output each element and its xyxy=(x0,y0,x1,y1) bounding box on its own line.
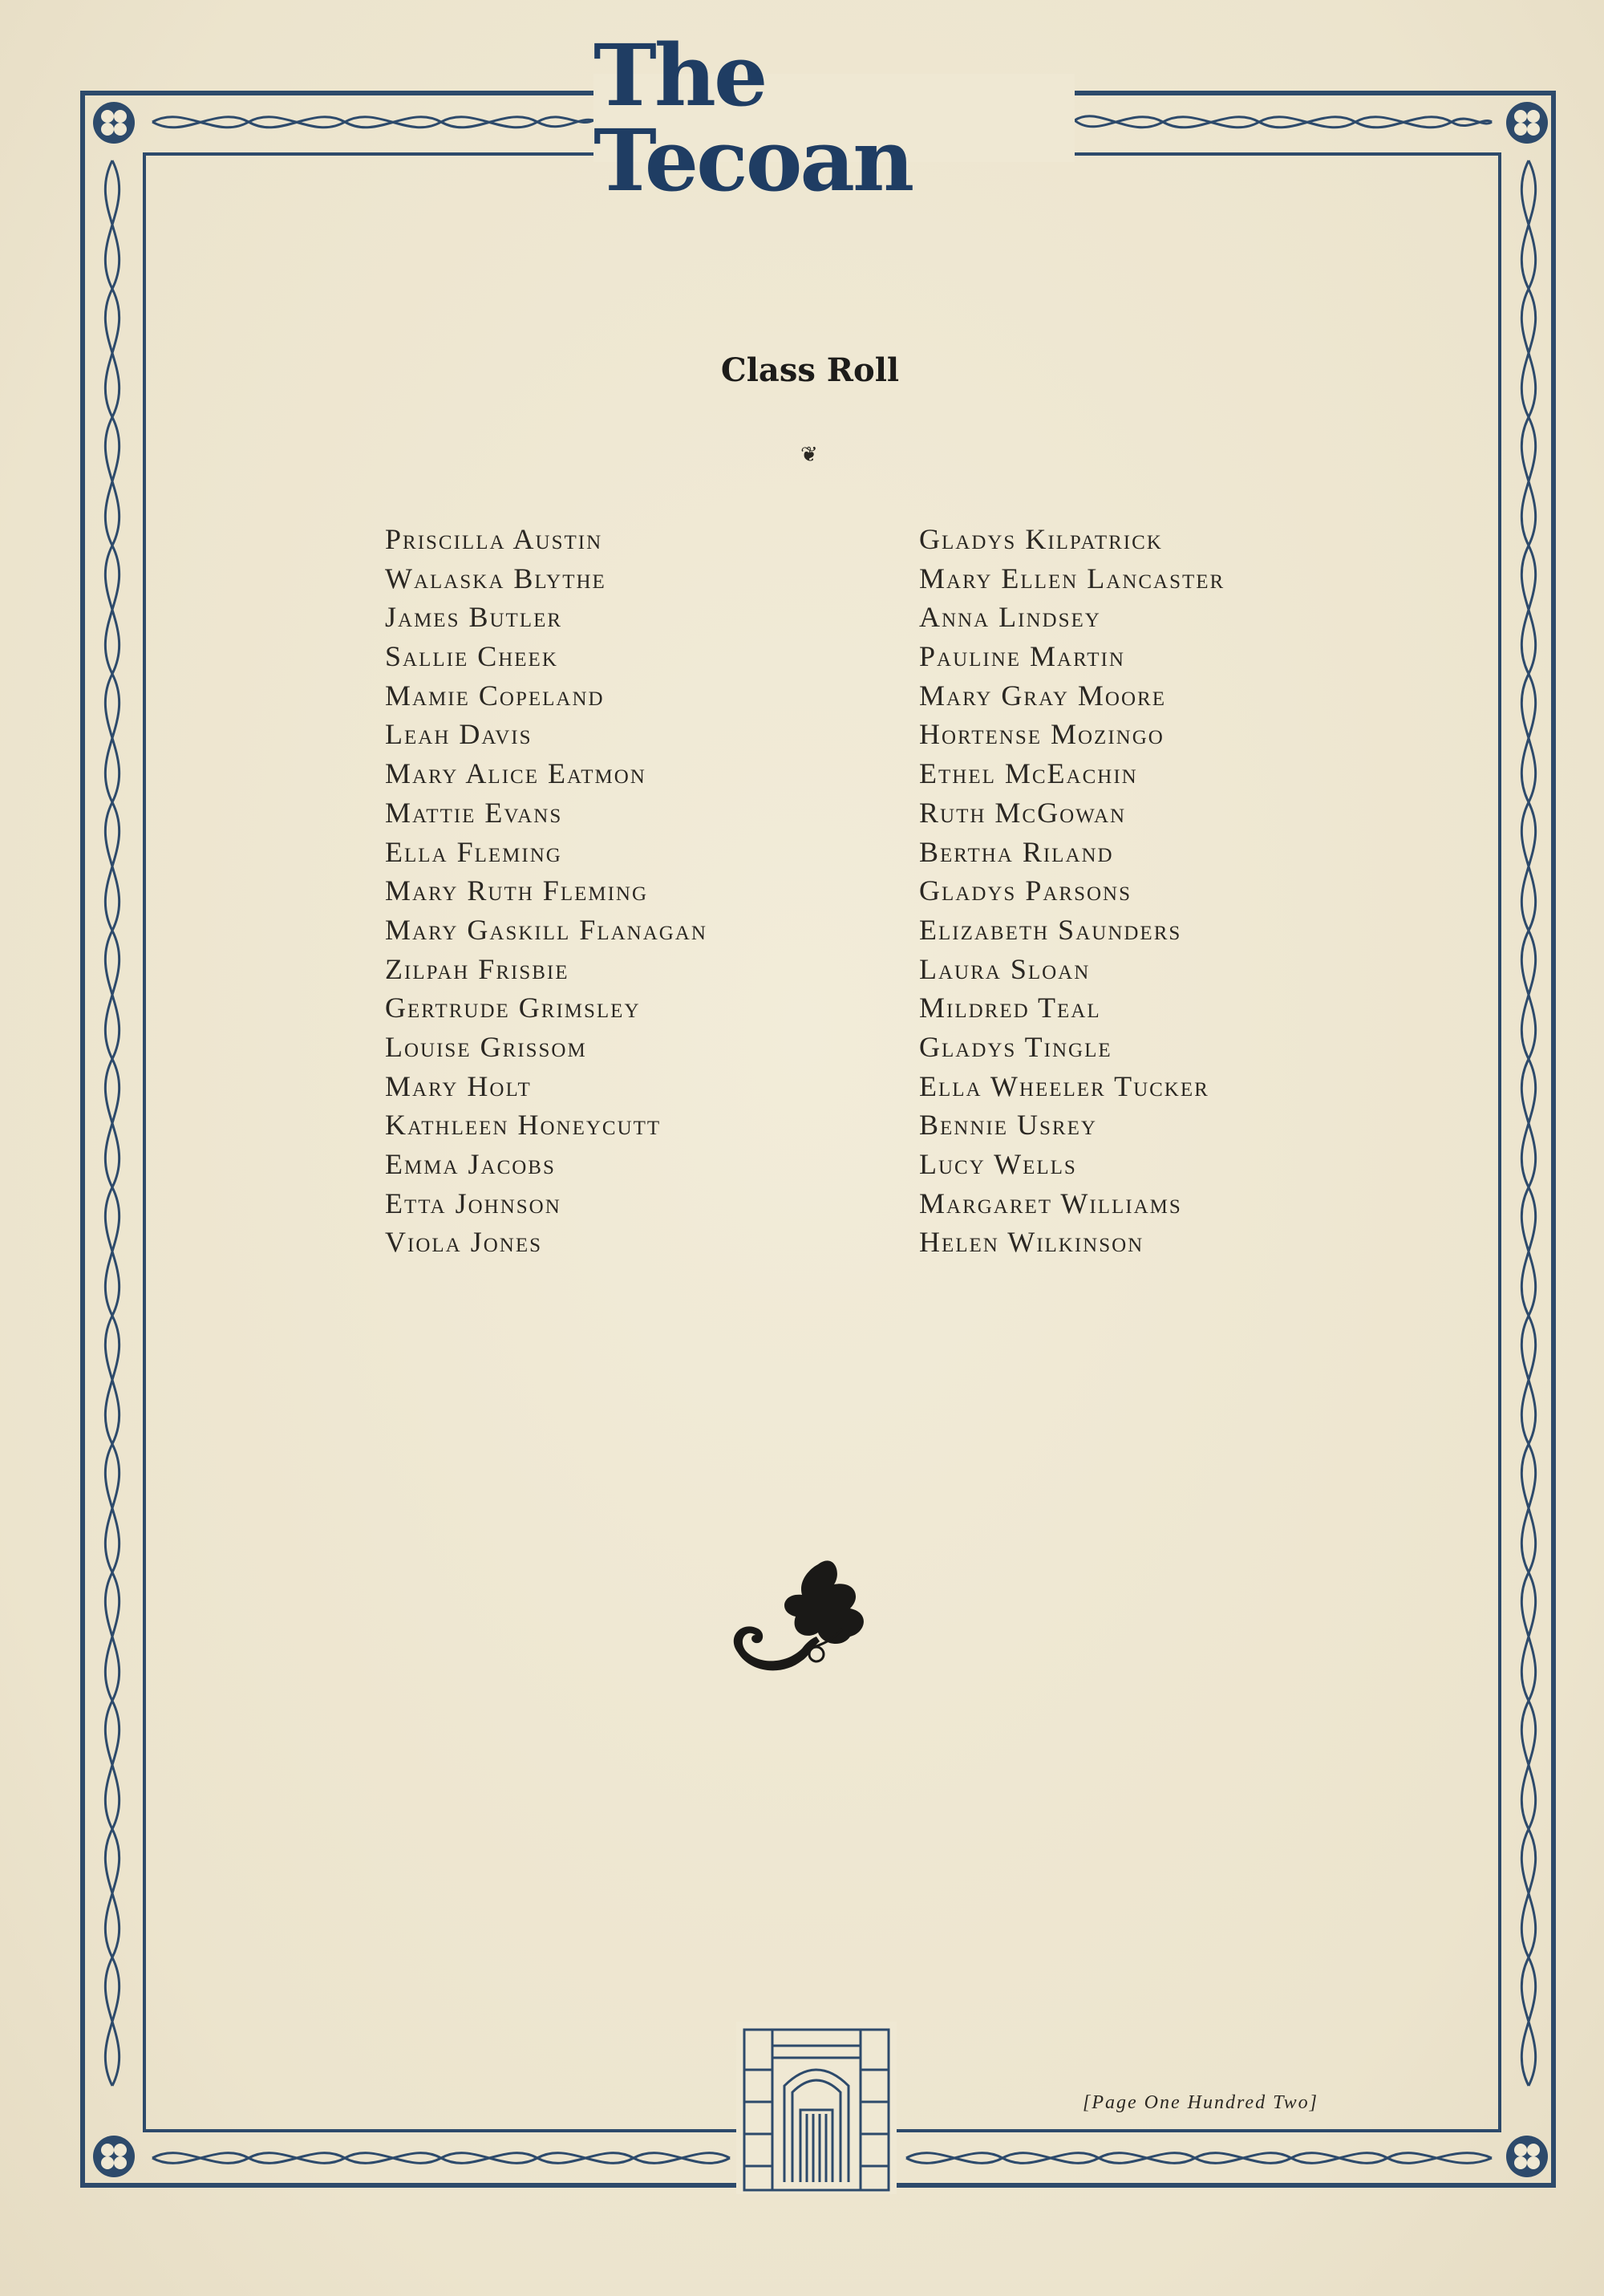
roll-name: Gladys Kilpatrick xyxy=(919,523,1163,555)
page-number: [Page One Hundred Two] xyxy=(1083,2092,1318,2113)
roll-name: Helen Wilkinson xyxy=(919,1226,1144,1259)
roll-name: Ella Wheeler Tucker xyxy=(919,1069,1209,1102)
page-title: Class Roll xyxy=(720,351,900,389)
roll-name: Pauline Martin xyxy=(919,640,1125,673)
roll-name: Viola Jones xyxy=(385,1226,542,1259)
roll-name: Bertha Riland xyxy=(919,835,1114,868)
roll-name: Emma Jacobs xyxy=(385,1148,556,1180)
roll-name: Priscilla Austin xyxy=(385,523,603,555)
roll-name: Lucy Wells xyxy=(919,1148,1077,1180)
roll-name: Anna Lindsey xyxy=(919,601,1101,634)
roll-name: Mamie Copeland xyxy=(385,679,605,712)
roll-name: Mary Gray Moore xyxy=(919,679,1166,712)
roll-name: Mary Ruth Fleming xyxy=(385,874,649,907)
masthead-title: The Tecoan xyxy=(593,25,913,210)
roll-name: Mary Holt xyxy=(385,1069,532,1102)
small-ornament-icon: ❦ xyxy=(800,443,818,466)
roll-name: Kathleen Honeycutt xyxy=(385,1109,662,1142)
inner-border xyxy=(143,152,1501,2132)
masthead xyxy=(593,25,1075,210)
roll-name: James Butler xyxy=(385,601,563,634)
roll-name: Mary Ellen Lancaster xyxy=(919,562,1225,594)
gateway-emblem-icon xyxy=(736,2022,897,2194)
roll-name: Gertrude Grimsley xyxy=(385,992,641,1024)
roll-name: Walaska Blythe xyxy=(385,562,606,594)
roll-name: Leah Davis xyxy=(385,718,533,751)
roll-name: Gladys Tingle xyxy=(919,1030,1112,1063)
roll-name: Laura Sloan xyxy=(919,952,1091,985)
roll-name: Zilpah Frisbie xyxy=(385,952,569,985)
roll-name: Ella Fleming xyxy=(385,835,562,868)
roll-name: Mary Alice Eatmon xyxy=(385,757,646,790)
roll-name: Mildred Teal xyxy=(919,992,1101,1024)
roll-name: Elizabeth Saunders xyxy=(919,913,1182,946)
roll-name: Ethel McEachin xyxy=(919,757,1138,790)
roll-name: Hortense Mozingo xyxy=(919,718,1165,751)
roll-name: Louise Grissom xyxy=(385,1030,587,1063)
roll-column-left xyxy=(385,520,707,1262)
leaf-ornament-icon xyxy=(722,1548,882,1685)
roll-name: Sallie Cheek xyxy=(385,640,558,673)
roll-name: Bennie Usrey xyxy=(919,1109,1097,1142)
roll-name: Etta Johnson xyxy=(385,1187,561,1219)
roll-name: Mary Gaskill Flanagan xyxy=(385,913,707,946)
roll-name: Margaret Williams xyxy=(919,1187,1182,1219)
roll-name: Mattie Evans xyxy=(385,796,563,829)
roll-name: Gladys Parsons xyxy=(919,874,1132,907)
roll-name: Ruth McGowan xyxy=(919,796,1127,829)
roll-column-right xyxy=(919,520,1225,1262)
